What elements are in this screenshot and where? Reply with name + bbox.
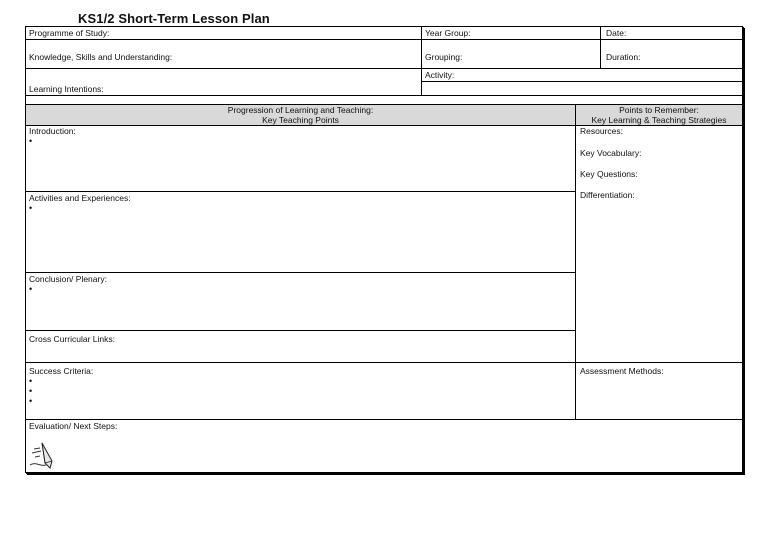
points-header-line2: Key Learning & Teaching Strategies: [591, 115, 727, 125]
introduction-bullet: •: [29, 136, 33, 146]
learning-intentions-label: Learning Intentions:: [29, 84, 104, 94]
row-divider: [25, 362, 743, 363]
programme-of-study-label: Programme of Study:: [29, 28, 110, 38]
column-divider: [600, 26, 601, 68]
introduction-section: [26, 125, 575, 147]
progression-header-line1: Progression of Learning and Teaching:: [227, 105, 374, 115]
row-divider: [421, 81, 743, 82]
row-divider: [25, 39, 743, 40]
conclusion-bullet: •: [29, 284, 33, 294]
activities-section: [26, 192, 575, 214]
points-to-remember-header: [576, 104, 742, 126]
grouping-label: Grouping:: [425, 52, 463, 62]
success-criteria-bullet-2: •: [29, 386, 33, 396]
assessment-methods-label: Assessment Methods:: [580, 366, 664, 376]
progression-header: [26, 104, 575, 126]
success-criteria-section: [26, 365, 575, 407]
success-criteria-bullet-3: •: [29, 396, 33, 406]
duration-label: Duration:: [606, 52, 641, 62]
progression-header-line2: Key Teaching Points: [262, 115, 339, 125]
differentiation-label: Differentiation:: [580, 190, 635, 200]
key-questions-label: Key Questions:: [580, 169, 638, 179]
points-header-line1: Points to Remember:: [619, 105, 699, 115]
row-divider: [25, 68, 743, 69]
success-criteria-label: Success Criteria:: [29, 366, 94, 376]
year-group-label: Year Group:: [425, 28, 471, 38]
cross-curricular-label: Cross Curricular Links:: [29, 334, 115, 344]
activities-label: Activities and Experiences:: [29, 193, 131, 203]
date-label: Date:: [606, 28, 627, 38]
resources-label: Resources:: [580, 126, 623, 136]
row-divider: [25, 419, 743, 420]
activity-label: Activity:: [425, 70, 455, 80]
conclusion-section: [26, 273, 575, 295]
success-criteria-bullet-1: •: [29, 376, 33, 386]
row-divider: [25, 95, 743, 96]
column-divider: [575, 104, 576, 419]
introduction-label: Introduction:: [29, 126, 76, 136]
page-title: KS1/2 Short-Term Lesson Plan: [78, 11, 270, 26]
key-vocabulary-label: Key Vocabulary:: [580, 148, 642, 158]
knowledge-skills-label: Knowledge, Skills and Understanding:: [29, 52, 173, 62]
evaluation-label: Evaluation/ Next Steps:: [29, 421, 118, 431]
pen-writing-icon: [28, 441, 62, 471]
activities-bullet: •: [29, 203, 33, 213]
row-divider: [25, 330, 575, 331]
conclusion-label: Conclusion/ Plenary:: [29, 274, 107, 284]
